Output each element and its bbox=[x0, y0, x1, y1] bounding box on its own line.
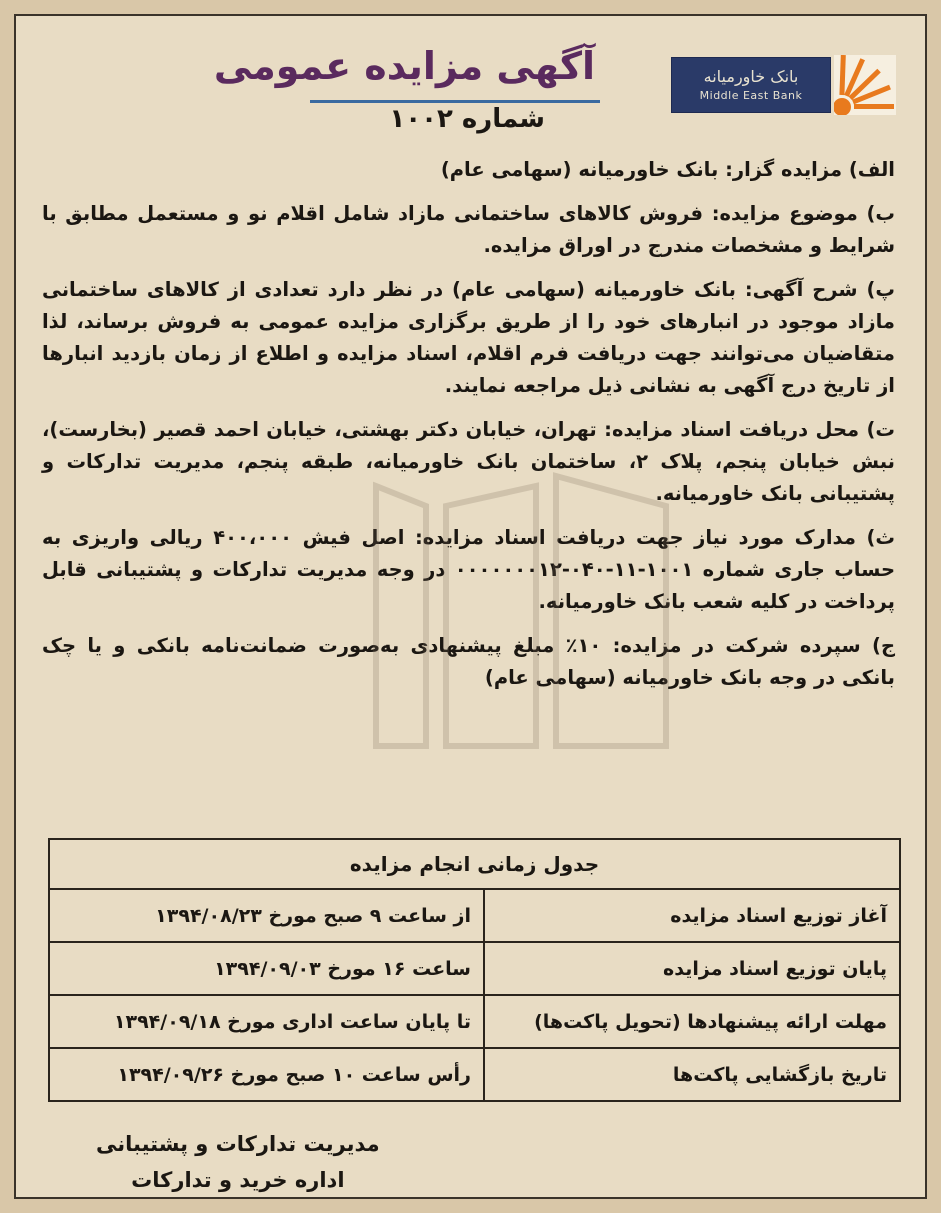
logo-fa-text: بانک خاورمیانه bbox=[703, 67, 799, 86]
signature-line-2: اداره خرید و تدارکات bbox=[131, 1168, 345, 1192]
paragraph-alef bbox=[42, 154, 895, 186]
paragraph-label: الف) bbox=[848, 158, 895, 181]
schedule-value: تا پایان ساعت اداری مورخ ۱۳۹۴/۰۹/۱۸ bbox=[49, 995, 484, 1048]
ad-body bbox=[42, 154, 895, 706]
ad-number: شماره ۱۰۰۲ bbox=[389, 104, 545, 134]
table-row bbox=[49, 995, 900, 1048]
logo-box bbox=[671, 57, 831, 113]
bank-logo bbox=[671, 54, 896, 116]
paragraph-label: پ) bbox=[866, 278, 895, 301]
sun-logo-icon bbox=[834, 55, 896, 115]
paragraph-label: ت) bbox=[866, 418, 895, 441]
schedule-header-row bbox=[49, 839, 900, 889]
advertisement-sheet bbox=[14, 14, 927, 1199]
schedule-title: جدول زمانی انجام مزایده bbox=[49, 839, 900, 889]
schedule-label: مهلت ارائه پیشنهادها (تحویل پاکت‌ها) bbox=[484, 995, 900, 1048]
paragraph-label: ب) bbox=[866, 202, 895, 225]
schedule-value: از ساعت ۹ صبح مورخ ۱۳۹۴/۰۸/۲۳ bbox=[49, 889, 484, 942]
paragraph-text: سپرده شرکت در مزایده: ۱۰٪ مبلغ پیشنهادی به‌صورت ضمانت‌نامه بانکی و یا چک بانکی در وجه بانک خاورمیانه (سهامی عام) bbox=[42, 634, 895, 689]
table-row bbox=[49, 1048, 900, 1101]
title-underline bbox=[310, 100, 600, 103]
paragraph-te bbox=[42, 414, 895, 510]
paragraph-be bbox=[42, 198, 895, 262]
ad-title: آگهی مزایده عمومی bbox=[213, 44, 595, 88]
paragraph-label: ث) bbox=[866, 526, 895, 549]
schedule-label: تاریخ بازگشایی پاکت‌ها bbox=[484, 1048, 900, 1101]
schedule-table bbox=[48, 838, 901, 1102]
signature-block bbox=[96, 1126, 380, 1198]
paragraph-pe bbox=[42, 274, 895, 402]
paragraph-text: شرح آگهی: بانک خاورمیانه (سهامی عام) در نظر دارد تعدادی از کالاهای ساختمانی مازاد موجود در انبارهای خود را از طریق برگزاری مزایده عمومی به فروش برساند، لذا متقاضیان می‌توانند جهت دریافت فرم اقلام، اسناد مزایده و اطلاع از زمان بازدید انبارها از تاریخ درج آگهی به نشانی ذیل مراجعه نمایند. bbox=[42, 278, 895, 397]
paragraph-se bbox=[42, 522, 895, 618]
schedule-label: پایان توزیع اسناد مزایده bbox=[484, 942, 900, 995]
signature-line-1: مدیریت تدارکات و پشتیبانی bbox=[96, 1132, 380, 1156]
logo-en-text: Middle East Bank bbox=[699, 89, 803, 102]
table-row bbox=[49, 942, 900, 995]
paragraph-text: مزایده گزار: بانک خاورمیانه (سهامی عام) bbox=[440, 158, 849, 181]
schedule-label: آغاز توزیع اسناد مزایده bbox=[484, 889, 900, 942]
schedule-value: رأس ساعت ۱۰ صبح مورخ ۱۳۹۴/۰۹/۲۶ bbox=[49, 1048, 484, 1101]
table-row bbox=[49, 889, 900, 942]
paragraph-text: مدارک مورد نیاز جهت دریافت اسناد مزایده: اصل فیش ۴۰۰،۰۰۰ ریالی واریزی به حساب جاری شماره ۱۰۰۱-۱۱-۰۴۰-۰۰۰۰۰۰۰۱۲ در وجه مدیریت تدارکات و پشتیبانی قابل پرداخت در کلیه شعب بانک خاورمیانه. bbox=[42, 526, 896, 613]
paragraph-text: محل دریافت اسناد مزایده: تهران، خیابان دکتر بهشتی، خیابان احمد قصیر (بخارست)، نبش خیابان پنجم، پلاک ۲، ساختمان بانک خاورمیانه، طبقه پنجم، مدیریت تدارکات و پشتیبانی بانک خاورمیانه. bbox=[42, 418, 895, 505]
paragraph-jim bbox=[42, 630, 895, 694]
paragraph-label: ج) bbox=[872, 634, 895, 657]
schedule-value: ساعت ۱۶ مورخ ۱۳۹۴/۰۹/۰۳ bbox=[49, 942, 484, 995]
paragraph-text: موضوع مزایده: فروش کالاهای ساختمانی مازاد شامل اقلام نو و مستعمل مطابق با شرایط و مشخصات مندرج در اوراق مزایده. bbox=[42, 202, 895, 257]
header bbox=[16, 16, 925, 151]
